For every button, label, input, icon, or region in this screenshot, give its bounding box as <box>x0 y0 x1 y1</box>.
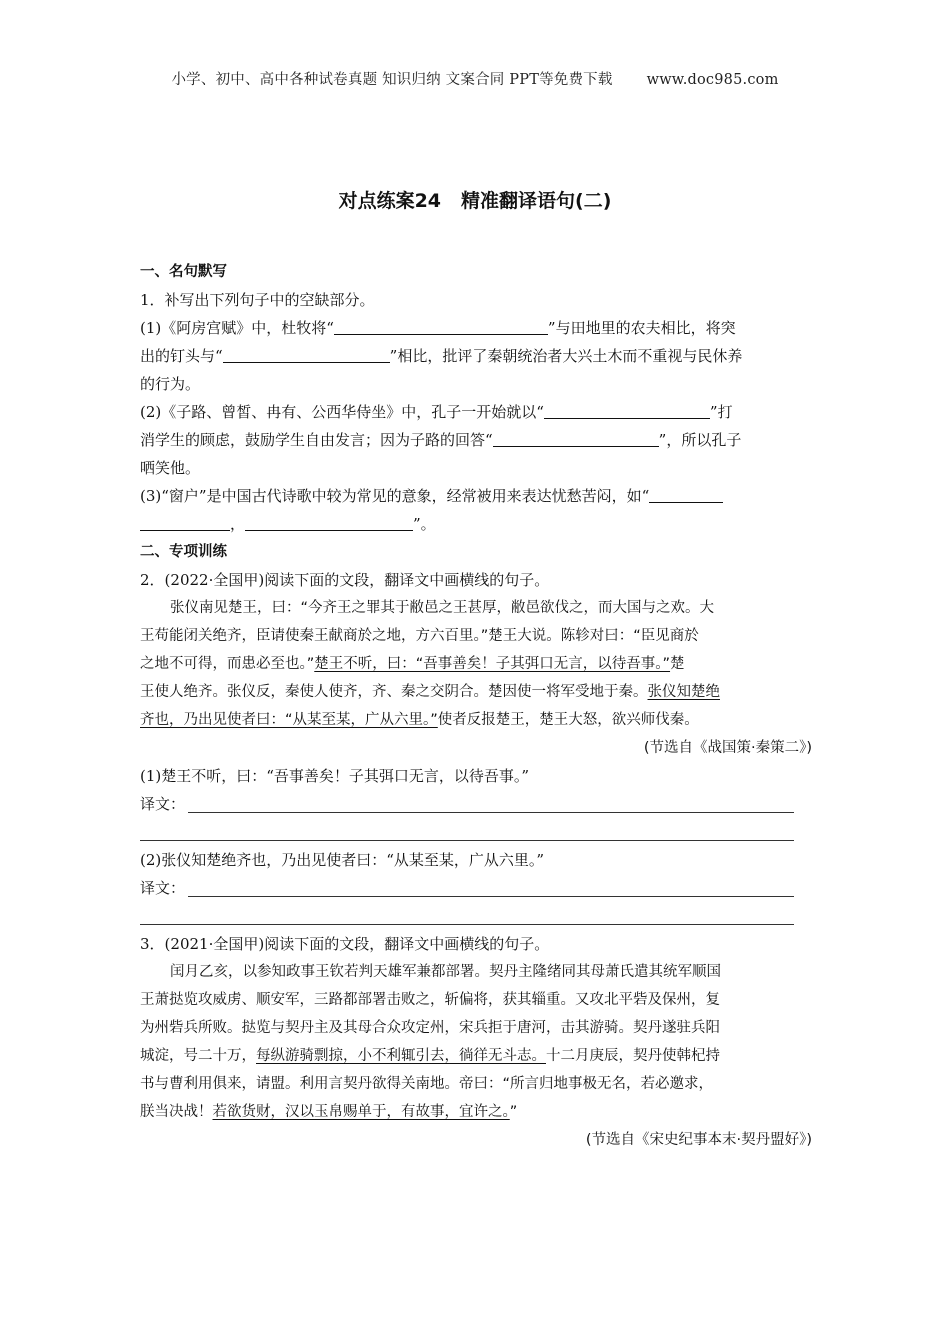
q1-3-text-c: ”。 <box>413 515 436 533</box>
q1-1-text-a: (1)《阿房宫赋》中，杜牧将“ <box>140 319 334 337</box>
q1-1-line3: 的行为。 <box>140 375 201 393</box>
q3-passage-line3: 为州砦兵所败。挞览与契丹主及其母合众攻定州，宋兵拒于唐河，击其游骑。契丹遂驻兵阳 <box>140 1020 720 1036</box>
q1-2-blank-2[interactable] <box>493 428 659 447</box>
q2-p5-text: 使者反报楚王，楚王大怒，欲兴师伐秦。 <box>437 712 699 728</box>
q2-stem: 2．(2022·全国甲)阅读下面的文段，翻译文中画横线的句子。 <box>140 571 550 589</box>
q2-sub2: (2)张仪知楚绝齐也，乃出见使者曰：“从某至某，广从六里。” <box>140 851 545 869</box>
q1-3-line2 <box>140 510 812 538</box>
answer-rule <box>140 840 794 841</box>
q1-1-line1 <box>140 314 812 342</box>
q2-sub2-answer-label: 译文： <box>140 879 186 897</box>
q1-2-text-b: ”打 <box>709 403 733 421</box>
q2-sub2-answer-line2[interactable] <box>140 902 812 930</box>
q2-source: (节选自《战国策·秦策二》) <box>643 740 812 756</box>
q3-passage-line2: 王萧挞览攻威虏、顺安军，三路都部署击败之，斩偏将，获其辎重。又攻北平砦及保州，复 <box>140 992 720 1008</box>
q3-passage-line4 <box>140 1042 812 1070</box>
q2-underlined-sentence-1: 楚王不听，曰：“吾事善矣！子其弭口无言，以待吾事。” <box>314 656 671 672</box>
title-left: 对点练案24 <box>338 190 442 212</box>
q3-p6-tail: ” <box>509 1104 518 1120</box>
q1-3-text-b: ， <box>230 515 246 533</box>
page-title <box>0 186 950 213</box>
page-header <box>0 68 950 89</box>
q3-source: (节选自《宋史纪事本末·契丹盟好》) <box>585 1132 812 1148</box>
q2-p3-tail: 楚 <box>670 656 685 672</box>
q1-2-line1 <box>140 398 812 426</box>
q1-1-line2 <box>140 342 812 370</box>
q3-passage-line6 <box>140 1098 812 1126</box>
q1-1-blank-1[interactable] <box>334 316 548 335</box>
q1-1-blank-2[interactable] <box>223 344 390 363</box>
section2-heading: 二、专项训练 <box>140 544 227 560</box>
q1-1-text-b: ”与田地里的农夫相比，将突 <box>547 319 736 337</box>
q3-underlined-sentence-1: 每纵游骑剽掠，小不利辄引去，徜徉无斗志。 <box>256 1048 546 1064</box>
q1-2-line3: 哂笑他。 <box>140 459 201 477</box>
q2-sub1: (1)楚王不听，曰：“吾事善矣！子其弭口无言，以待吾事。” <box>140 767 530 785</box>
q1-2-text-a: (2)《子路、曾皙、冉有、公西华侍坐》中，孔子一开始就以“ <box>140 403 544 421</box>
q1-3-line1 <box>140 482 812 510</box>
q3-underlined-sentence-2: 若欲货财，汉以玉帛赐单于，有故事，宜许之。 <box>212 1104 510 1120</box>
header-text: 小学、初中、高中各种试卷真题 知识归纳 文案合同 PPT等免费下载 <box>171 72 613 88</box>
q1-2-text-d: ”，所以孔子 <box>658 431 742 449</box>
q1-2-line2 <box>140 426 812 454</box>
q2-passage-line1: 张仪南见楚王，曰：“今齐王之罪其于敝邑之王甚厚，敝邑欲伐之，而大国与之欢。大 <box>170 600 715 616</box>
q1-stem: 1．补写出下列句子中的空缺部分。 <box>140 291 375 309</box>
q2-passage-line4 <box>140 678 812 706</box>
q3-p4-text: 城淀，号二十万， <box>140 1048 256 1064</box>
q1-3-blank-2[interactable] <box>245 512 413 531</box>
q1-3-blank-1b[interactable] <box>140 512 230 531</box>
q2-p4-text: 王使人绝齐。张仪反，秦使人使齐，齐、秦之交阴合。楚因使一将军受地于秦。 <box>140 684 648 700</box>
q1-3-blank-1a[interactable] <box>649 484 723 503</box>
q1-3-text-a: (3)“窗户”是中国古代诗歌中较为常见的意象，经常被用来表达忧愁苦闷，如“ <box>140 487 650 505</box>
main-content <box>140 258 812 1154</box>
answer-rule <box>140 924 794 925</box>
q2-passage-line5 <box>140 706 812 734</box>
q2-sub1-answer-label: 译文： <box>140 795 186 813</box>
q3-passage-line5: 书与曹利用俱来，请盟。利用言契丹欲得关南地。帝曰：“所言归地事极无名，若必邀求， <box>140 1076 714 1092</box>
q2-sub2-answer-line1[interactable] <box>140 874 812 902</box>
q2-sub1-answer-line1[interactable] <box>140 790 812 818</box>
q2-underlined-sentence-2a: 张仪知楚绝 <box>647 684 720 700</box>
q3-stem: 3．(2021·全国甲)阅读下面的文段，翻译文中画横线的句子。 <box>140 935 550 953</box>
q2-passage-line3 <box>140 650 812 678</box>
q3-p4-tail: 十二月庚辰，契丹使韩杞持 <box>546 1048 720 1064</box>
answer-rule <box>188 896 794 897</box>
q3-passage-line1: 闰月乙亥，以参知政事王钦若判天雄军兼都部署。契丹主隆绪同其母萧氏遣其统军顺国 <box>170 964 721 980</box>
q2-underlined-sentence-2b: 齐也，乃出见使者曰：“从某至某，广从六里。” <box>140 712 438 728</box>
q1-1-text-d: ”相比，批评了秦朝统治者大兴土木而不重视与民休养 <box>389 347 743 365</box>
q1-1-text-c: 出的钉头与“ <box>140 347 223 365</box>
q2-sub1-answer-line2[interactable] <box>140 818 812 846</box>
q1-2-text-c: 消学生的顾虑，鼓励学生自由发言；因为子路的回答“ <box>140 431 493 449</box>
q1-2-blank-1[interactable] <box>544 400 710 419</box>
q2-p3-text: 之地不可得，而患必至也。” <box>140 656 315 672</box>
q2-passage-line2: 王苟能闭关绝齐，臣请使秦王献商於之地，方六百里。”楚王大说。陈轸对曰：“臣见商於 <box>140 628 699 644</box>
q3-p6-text: 朕当决战！ <box>140 1104 213 1120</box>
section1-heading: 一、名句默写 <box>140 264 227 280</box>
answer-rule <box>188 812 794 813</box>
title-right: 精准翻译语句(二) <box>461 190 612 212</box>
header-site-link[interactable]: www.doc985.com <box>646 72 779 88</box>
